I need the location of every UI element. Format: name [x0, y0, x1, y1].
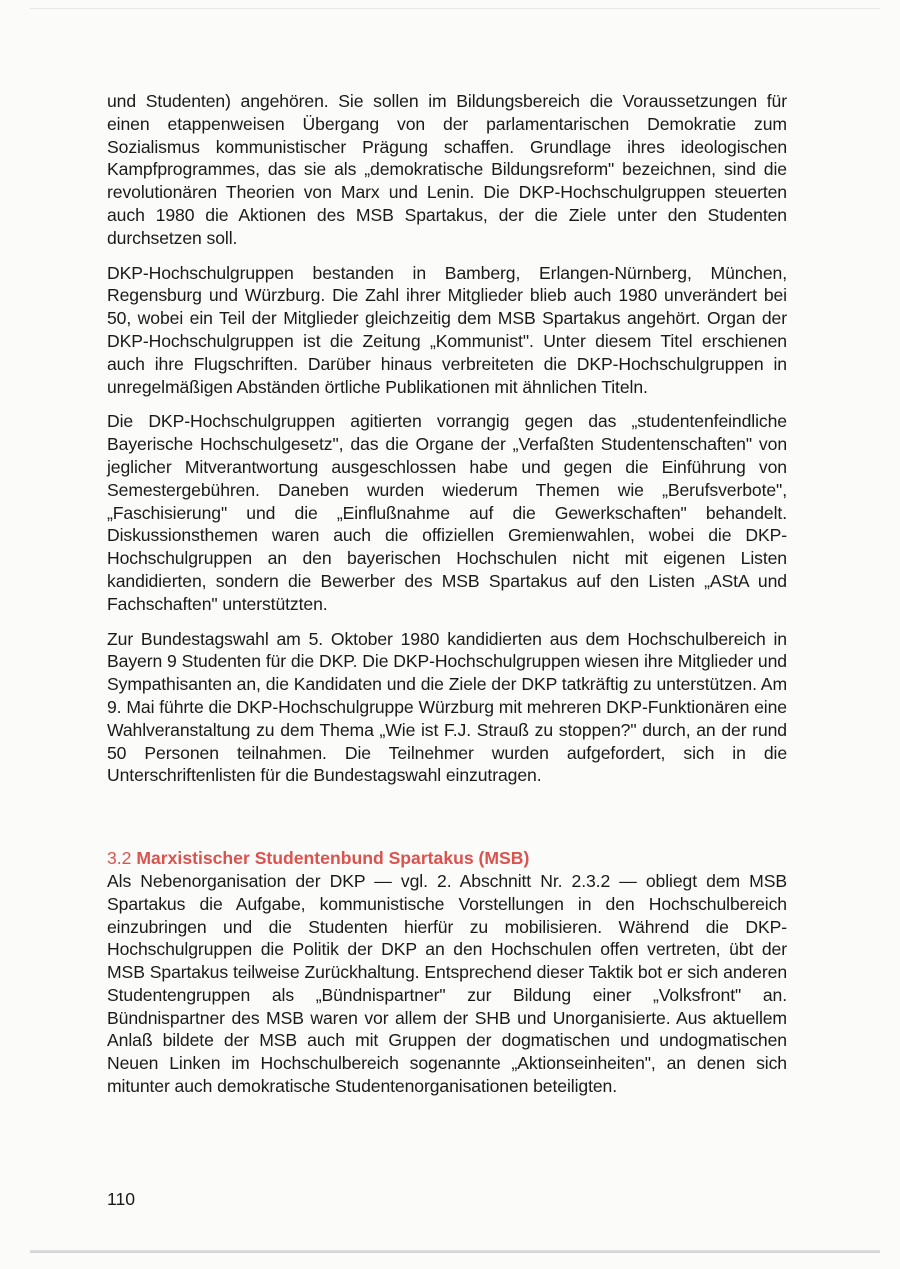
paragraph-4: Zur Bundestagswahl am 5. Oktober 1980 kandidierten aus dem Hochschulbereich in Bayern 9 Studenten für die DKP. Die DKP-Hochschulgruppen wiesen ihre Mitglieder und Sympathisanten an, die Kandidaten und die Ziele der DKP tatkräftig zu unterstützen. Am 9. Mai führte die DKP-Hochschulgruppe Würzburg mit mehreren DKP-Funktionären eine Wahlveranstaltung zu dem Thema „Wie ist F.J. Strauß zu stoppen?" durch, an der rund 50 Personen teilnahmen. Die Teilnehmer wurden aufgefordert, sich in die Unterschriftenlisten für die Bundestagswahl einzutragen. — [107, 628, 787, 786]
page-number: 110 — [107, 1189, 136, 1209]
section-title: Marxistischer Studentenbund Spartakus (MSB) — [136, 848, 530, 869]
section-body: Als Nebenorganisation der DKP — vgl. 2. Abschnitt Nr. 2.3.2 — obliegt dem MSB Spartakus die Aufgabe, kommunistische Vorstellungen in den Hochschulbereich einzubringen und die Studenten hierfür zu mobilisieren. Während die DKP-Hochschulgruppen die Politik der DKP an den Hochschulen offen vertreten, übt der MSB Spartakus teilweise Zurückhaltung. Entsprechend dieser Taktik bot er sich anderen Studentengruppen als „Bündnispartner" zur Bildung einer „Volksfront" an. Bündnispartner des MSB waren vor allem der SHB und Unorganisierte. Aus aktuellem Anlaß bildete der MSB auch mit Gruppen der dogmatischen und undogmatischen Neuen Linken im Hochschulbereich sogenannte „Aktionseinheiten", an denen sich mitunter auch demokratische Studentenorganisationen beteiligten. — [107, 870, 787, 1097]
bottom-edge-rule — [30, 1250, 880, 1253]
section-3-2 — [107, 847, 787, 1098]
page-content — [107, 90, 787, 1098]
section-heading — [107, 847, 787, 870]
paragraph-1: und Studenten) angehören. Sie sollen im Bildungsbereich die Voraussetzungen für einen etappenweisen Übergang von der parlamentarischen Demokratie zum Sozialismus kommunistischer Prägung schaffen. Grundlage ihres ideologischen Kampfprogrammes, das sie als „demokratische Bildungsreform" bezeichnen, sind die revolutionären Theorien von Marx und Lenin. Die DKP-Hochschulgruppen steuerten auch 1980 die Aktionen des MSB Spartakus, der die Ziele unter den Studenten durchsetzen soll. — [107, 91, 787, 248]
paragraph-2: DKP-Hochschulgruppen bestanden in Bamberg, Erlangen-Nürnberg, München, Regensburg und Würzburg. Die Zahl ihrer Mitglieder blieb auch 1980 unverändert bei 50, wobei ein Teil der Mitglieder gleichzeitig dem MSB Spartakus angehört. Organ der DKP-Hochschulgruppen ist die Zeitung „Kommunist". Unter diesem Titel erschienen auch ihre Flugschriften. Darüber hinaus verbreiteten die DKP-Hochschulgruppen in unregelmäßigen Abständen örtliche Publikationen mit ähnlichen Titeln. — [107, 262, 787, 397]
section-number: 3.2 — [107, 848, 132, 869]
paragraph-3: Die DKP-Hochschulgruppen agitierten vorrangig gegen das „studentenfeindliche Bayerische Hochschulgesetz", das die Organe der „Verfaßten Studentenschaften" von jeglicher Mitverantwortung ausgeschlossen habe und gegen die Einführung von Semestergebühren. Daneben wurden wiederum Themen wie „Berufsverbote", „Faschisierung" und die „Einflußnahme auf die Gewerkschaften" behandelt. Diskussionsthemen waren auch die offiziellen Gremienwahlen, wobei die DKP-Hochschulgruppen an den bayerischen Hochschulen nicht mit eigenen Listen kandidierten, sondern die Bewerber des MSB Spartakus auf den Listen „AStA und Fachschaften" unterstützten. — [107, 411, 787, 614]
top-edge-rule — [30, 8, 880, 9]
